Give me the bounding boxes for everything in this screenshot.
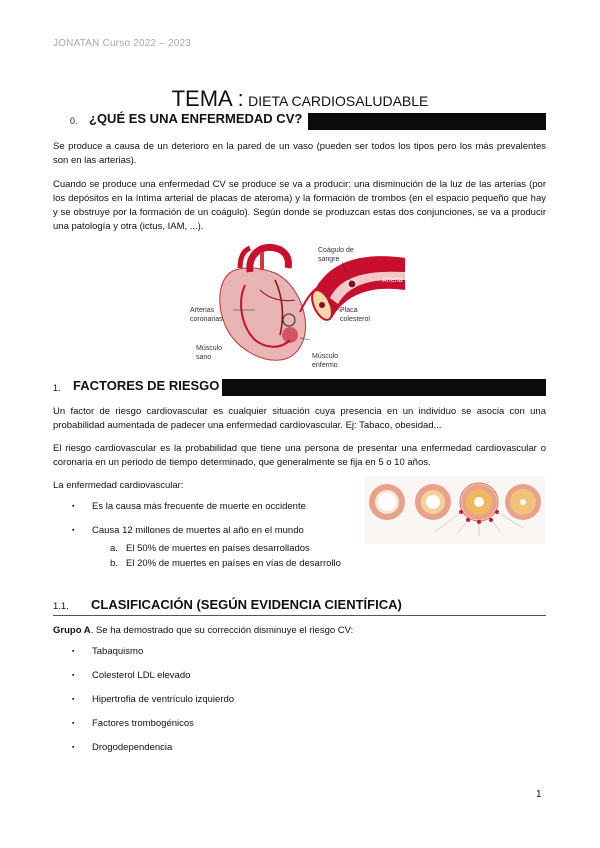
list-item [72, 669, 372, 683]
group-a-label: Grupo A [53, 625, 91, 636]
page-number: 1 [536, 789, 542, 800]
group-a-text: . Se ha demostrado que su corrección disminuye el riesgo CV: [90, 625, 354, 636]
section1-intro: La enfermedad cardiovascular: [53, 480, 184, 491]
list-item [72, 524, 352, 538]
list-item [72, 717, 372, 731]
artery-sections-svg [365, 476, 545, 544]
bullet-text: Factores trombogénicos [92, 718, 194, 729]
label-musculo-enfermo-2: enfermo [312, 362, 338, 369]
section0-heading: ¿QUÉ ES UNA ENFERMEDAD CV? [89, 111, 303, 126]
bullet-text: Es la causa más frecuente de muerte en occidente [92, 501, 306, 512]
label-coagulo-2: sangre [318, 256, 340, 263]
bullet-text: Drogodependencia [92, 742, 173, 753]
artery-sections-figure [365, 476, 545, 544]
section1-paragraph-2: El riesgo cardiovascular es la probabilidad que tiene una persona de presentar una enfermedad cardiovascular o coronaria en un periodo de tiempo determinado, que generalmente se fija en 5 o 10 años. [53, 443, 546, 468]
section0-bar [308, 113, 546, 130]
title-main: TEMA : [171, 86, 244, 111]
list-item [72, 645, 372, 659]
bullet-text: Tabaquismo [92, 646, 144, 657]
label-arteria: Arteria [382, 277, 403, 284]
artery-ring-1 [369, 484, 405, 520]
bullet-text: Hipertrofia de ventrículo izquierdo [92, 694, 235, 705]
section1-paragraph-1: Un factor de riesgo cardiovascular es cualquier situación cuya presencia en un individuo se asocia con una probabilidad aumentada de padecer una enfermedad cardiovascular. Ej: Tabaco, obesidad... [53, 406, 546, 431]
artery-ring-3 [461, 484, 497, 520]
label-placa-2: colesterol [340, 316, 370, 323]
list-item [110, 557, 370, 571]
label-coagulo-1: Coágulo de [318, 247, 354, 254]
title-sub: DIETA CARDIOSALUDABLE [248, 93, 429, 109]
bullet-icon: ▪ [72, 648, 75, 655]
label-musculo-sano-1: Músculo [196, 345, 223, 352]
page-title [0, 86, 600, 112]
artery-ring-4 [505, 484, 541, 520]
bullet-icon: ▪ [72, 720, 75, 727]
bullet-text: Causa 12 millones de muertes al año en el mundo [92, 525, 304, 536]
list-item [72, 500, 352, 514]
bullet-icon: ▪ [72, 744, 75, 751]
bullet-icon: ▪ [72, 503, 75, 510]
section11-heading: CLASIFICACIÓN (SEGÚN EVIDENCIA CIENTÍFICA) [91, 597, 402, 612]
section0-number: 0. [70, 116, 78, 126]
bullet-icon: ▪ [72, 696, 75, 703]
label-musculo-sano-2: sano [196, 354, 212, 361]
header-note: JONATAN Curso 2022 – 2023 [53, 38, 192, 49]
section1-heading: FACTORES DE RIESGO [73, 378, 220, 393]
section1-number: 1. [53, 383, 61, 393]
list-item [72, 693, 372, 707]
sub-letter: a. [110, 543, 118, 554]
heart-artery-figure [190, 240, 415, 370]
artery-ring-2 [415, 484, 451, 520]
bullet-icon: ▪ [72, 672, 75, 679]
section0-paragraph-2: Cuando se produce una enfermedad CV se produce se va a producir: una disminución de la luz de las arterias (por los depósitos en la íntima arterial de placas de ateroma) y la formación de trombos (en el espacio pequeño que hay y se obstruye por la formación de un coágulo). Según donde se produzcan estas dos conjunciones, se va a producir una patología y otra (ictus, IAM, ...). [53, 179, 546, 232]
label-placa-1: Placa [340, 307, 358, 314]
sub-letter: b. [110, 558, 118, 569]
bullet-text: Colesterol LDL elevado [92, 670, 191, 681]
group-a-line [53, 625, 353, 636]
section11-underline [53, 615, 546, 616]
sub-text: El 20% de muertes en países en vías de desarrollo [126, 558, 341, 569]
list-item [110, 542, 370, 556]
list-item [72, 741, 372, 755]
label-arterias-2: coronarias [190, 316, 223, 323]
label-musculo-enfermo-1: Músculo [312, 353, 339, 360]
bullet-icon: ▪ [72, 527, 75, 534]
section11-number: 1.1. [53, 601, 69, 612]
label-arterias-1: Arterias [190, 307, 215, 314]
section1-bar [222, 379, 546, 396]
section0-paragraph-1: Se produce a causa de un deterioro en la pared de un vaso (pueden ser todos los tipos pero los más prevalentes son en las arterias). [53, 141, 546, 166]
heart-artery-svg [190, 240, 415, 370]
sub-text: El 50% de muertes en países desarrollados [126, 543, 310, 554]
